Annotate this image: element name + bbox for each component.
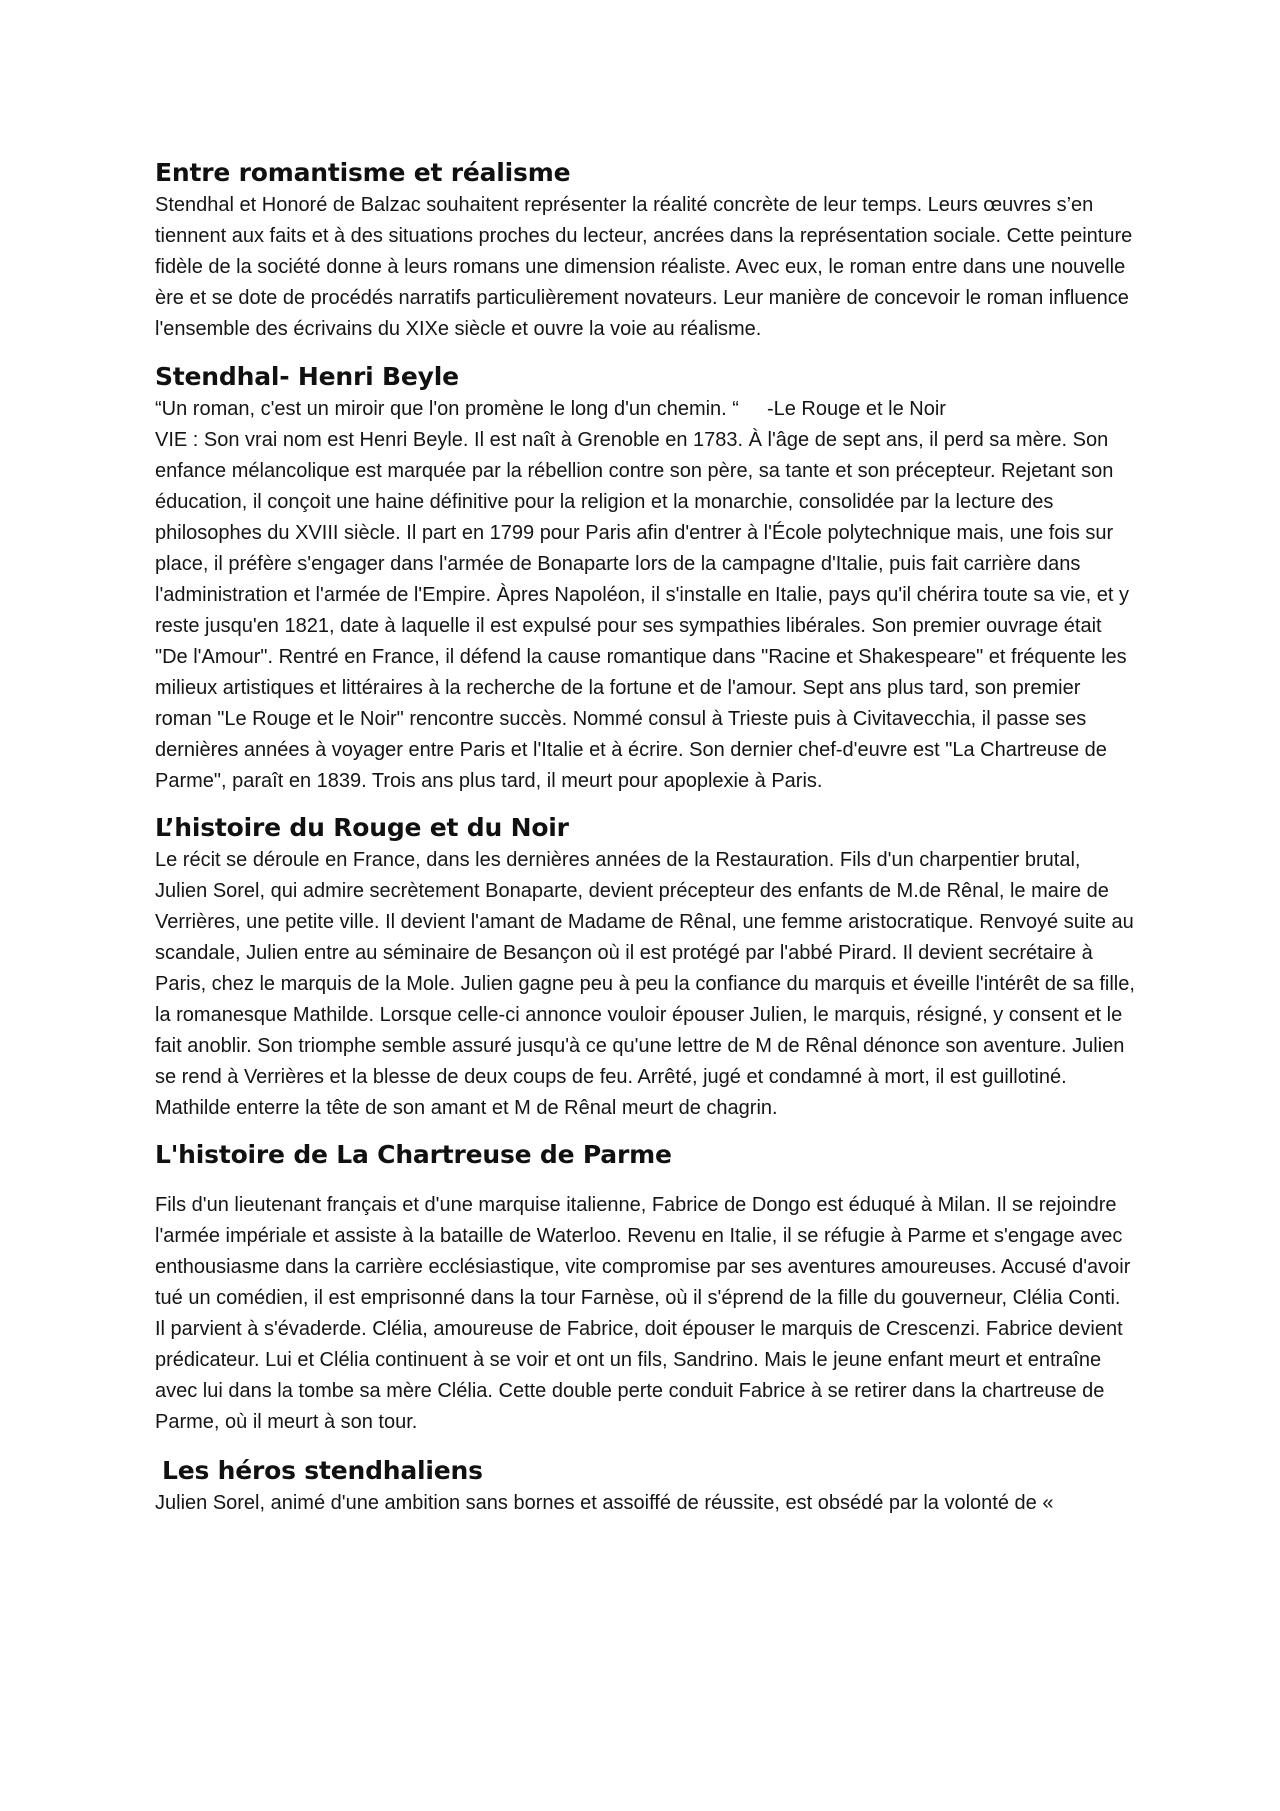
section-heading: Entre romantisme et réalisme [155, 158, 571, 187]
section-histoire-chartreuse [155, 1140, 1135, 1438]
section-paragraph: Le récit se déroule en France, dans les dernières années de la Restauration. Fils d'un charpentier brutal, Julien Sorel, qui admire secrètement Bonaparte, devient précepteur des enfants de M.de Rênal, le maire de Verrières, une petite ville. Il devient l'amant de Madame de Rênal, une femme aristocratique. Renvoyé suite au scandale, Julien entre au séminaire de Besançon où il est protégé par l'abbé Pirard. Il devient secrétaire à Paris, chez le marquis de la Mole. Julien gagne peu à peu la confiance du marquis et éveille l'intérêt de sa fille, la romanesque Mathilde. Lorsque celle-ci annonce vouloir épouser Julien, le marquis, résigné, y consent et le fait anoblir. Son triomphe semble assuré jusqu'à ce qu'une lettre de M de Rênal dénonce son aventure. Julien se rend à Verrières et la blesse de deux coups de feu. Arrêté, jugé et condamné à mort, il est guillotiné. Mathilde enterre la tête de son amant et M de Rênal meurt de chagrin. [155, 849, 1135, 1119]
section-paragraph: Fils d'un lieutenant français et d'une marquise italienne, Fabrice de Dongo est éduqué à Milan. Il se rejoindre l'armée impériale et assiste à la bataille de Waterloo. Revenu en Italie, il se réfugie à Parme et s'engage avec enthousiasme dans la carrière ecclésiastique, vite compromise par ses aventures amoureuses. Accusé d'avoir tué un comédien, il est emprisonné dans la tour Farnèse, où il s'éprend de la fille du gouverneur, Clélia Conti. Il parvient à s'évaderde. Clélia, amoureuse de Fabrice, doit épouser le marquis de Crescenzi. Fabrice devient prédicateur. Lui et Clélia continuent à se voir et ont un fils, Sandrino. Mais le jeune enfant meurt et entraîne avec lui dans la tombe sa mère Clélia. Cette double perte conduit Fabrice à se retirer dans la chartreuse de Parme, où il meurt à son tour. [155, 1194, 1131, 1433]
section-stendhal-henri-beyle [155, 362, 1135, 797]
quote-text: “Un roman, c'est un miroir que l'on promène le long d'un chemin. “ [155, 398, 739, 420]
section-heading: L'histoire de La Chartreuse de Parme [155, 1140, 672, 1169]
section-heading: Les héros stendhaliens [162, 1456, 483, 1485]
section-paragraph: Julien Sorel, animé d'une ambition sans bornes et assoiffé de réussite, est obsédé par la volonté de « [155, 1492, 1054, 1514]
document-page [155, 158, 1135, 1519]
section-heading: L’histoire du Rouge et du Noir [155, 813, 569, 842]
section-heros-stendhaliens [155, 1456, 1135, 1519]
section-paragraph: Stendhal et Honoré de Balzac souhaitent représenter la réalité concrète de leur temps. Leurs œuvres s’en tiennent aux faits et à des situations proches du lecteur, ancrées dans la représentation sociale. Cette peinture fidèle de la société donne à leurs romans une dimension réaliste. Avec eux, le roman entre dans une nouvelle ère et se dote de procédés narratifs particulièrement novateurs. Leur manière de concevoir le roman influence l'ensemble des écrivains du XIXe siècle et ouvre la voie au réalisme. [155, 194, 1133, 340]
section-heading: Stendhal- Henri Beyle [155, 362, 459, 391]
quote-source: -Le Rouge et le Noir [766, 398, 946, 420]
section-paragraph: VIE : Son vrai nom est Henri Beyle. Il est naît à Grenoble en 1783. À l'âge de sept ans, il perd sa mère. Son enfance mélancolique est marquée par la rébellion contre son père, sa tante et son précepteur. Rejetant son éducation, il conçoit une haine définitive pour la religion et la monarchie, consolidée par la lecture des philosophes du XVIII siècle. Il part en 1799 pour Paris afin d'entrer à l'École polytechnique mais, une fois sur place, il préfère s'engager dans l'armée de Bonaparte lors de la campagne d'Italie, puis fait carrière dans l'administration et l'armée de l'Empire. Àpres Napoléon, il s'installe en Italie, pays qu'il chérira toute sa vie, et y reste jusqu'en 1821, date à laquelle il est expulsé pour ses sympathies libérales. Son premier ouvrage était "De l'Amour". Rentré en France, il défend la cause romantique dans "Racine et Shakespeare" et fréquente les milieux artistiques et littéraires à la recherche de la fortune et de l'amour. Sept ans plus tard, son premier roman "Le Rouge et le Noir" rencontre succès. Nommé consul à Trieste puis à Civitavecchia, il passe ses dernières années à voyager entre Paris et l'Italie et à écrire. Son dernier chef-d'euvre est "La Chartreuse de Parme", paraît en 1839. Trois ans plus tard, il meurt pour apoplexie à Paris. [155, 429, 1130, 792]
section-entre-romantisme [155, 158, 1135, 345]
section-histoire-rouge-noir [155, 813, 1135, 1124]
epigraph-quote [155, 394, 1135, 425]
